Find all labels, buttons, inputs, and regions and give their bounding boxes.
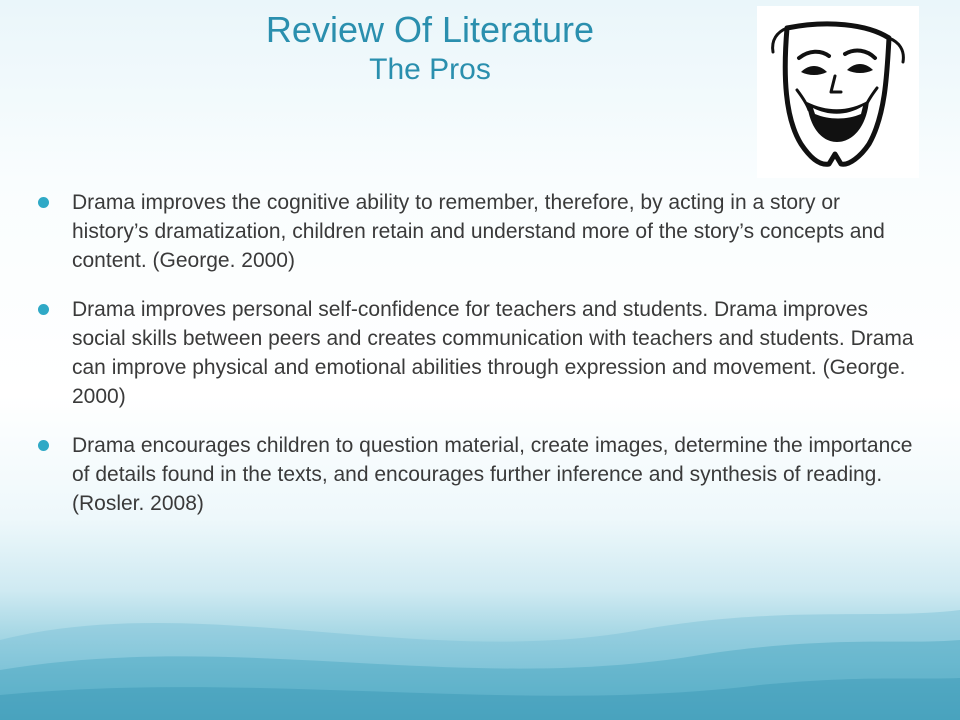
bullet-icon [38,197,49,208]
list-item [36,431,916,518]
bullet-text: Drama improves personal self-confidence for teachers and students. Drama improves social skills between peers and creates communication with teachers and students. Drama can improve physical and emotional abilities through expression and movement. (George. 2000) [72,298,914,408]
slide-subtitle: The Pros [369,53,491,86]
bullet-text: Drama encourages children to question material, create images, determine the importance of details found in the texts, and encourages further inference and synthesis of reading. (Rosler. 2008) [72,434,913,515]
slide-title: Review Of Literature [265,9,595,50]
background-wave [0,520,960,720]
list-item [36,188,916,275]
mask-image [757,6,919,178]
bullet-icon [38,440,49,451]
list-item [36,295,916,411]
title-block [170,8,690,88]
bullet-list [36,188,916,538]
comedy-mask-icon [757,6,919,178]
bullet-icon [38,304,49,315]
bullet-text: Drama improves the cognitive ability to remember, therefore, by acting in a story or history’s dramatization, children retain and understand more of the story’s concepts and content. (George. 2000) [72,191,885,272]
